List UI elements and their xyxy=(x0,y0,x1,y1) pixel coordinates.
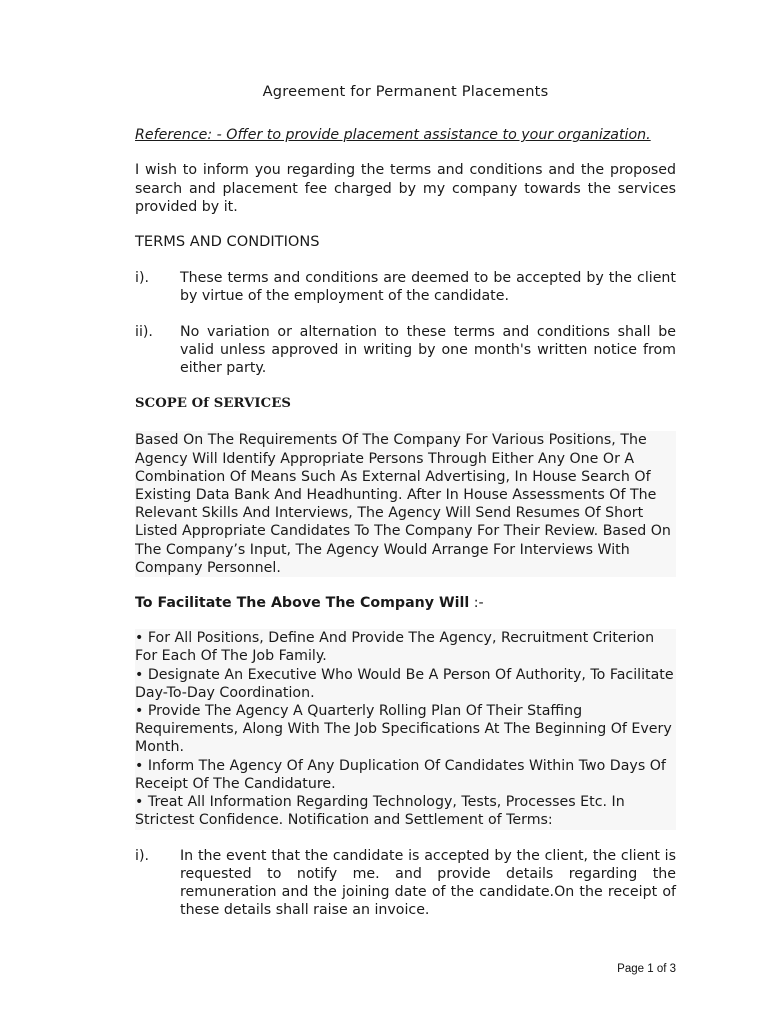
intro-paragraph: I wish to inform you regarding the terms and conditions and the proposed search and placement fee charged by my company towards the services provided by it. xyxy=(135,162,676,215)
list-item: • Treat All Information Regarding Technology, Tests, Processes Etc. In Strictest Confidence. Notification and Settlement of Terms: xyxy=(135,794,625,829)
terms-item xyxy=(135,323,676,378)
list-item: • Inform The Agency Of Any Duplication Of Candidates Within Two Days Of Receipt Of The Candidature. xyxy=(135,757,666,792)
scope-heading: SCOPE Of SERVICES xyxy=(135,396,292,412)
terms-item-number: i). xyxy=(135,270,149,287)
terms-item-number: ii). xyxy=(135,323,153,340)
page-number: Page 1 of 3 xyxy=(617,963,676,975)
facilitate-heading xyxy=(135,594,676,612)
list-item: • For All Positions, Define And Provide The Agency, Recruitment Criterion For Each Of The Job Family. xyxy=(135,630,655,665)
terms-item-text: No variation or alternation to these terms and conditions shall be valid unless approved in writing by one month's written notice from either party. xyxy=(180,323,676,377)
list-item: • Designate An Executive Who Would Be A Person Of Authority, To Facilitate Day-To-Day Coordination. xyxy=(135,666,674,701)
terms-heading: TERMS AND CONDITIONS xyxy=(135,233,320,251)
document-body xyxy=(135,83,676,936)
facilitate-list xyxy=(135,629,676,829)
scope-paragraph: Based On The Requirements Of The Company For Various Positions, The Agency Will Identify Appropriate Persons Through Either Any One Or A Combination Of Means Such As External Advertising, In House Search Of Existing Data Bank And Headhunting. After In House Assessments Of The Relevant Skills And Interviews, The Agency Will Send Resumes Of Short Listed Appropriate Candidates To The Company For Their Review. Based On The Company’s Input, The Agency Would Arrange For Interviews With Company Personnel. xyxy=(135,431,676,577)
facilitate-heading-suffix: :- xyxy=(469,595,484,612)
document-title: Agreement for Permanent Placements xyxy=(262,83,549,100)
terms-item xyxy=(135,269,676,305)
settlement-item xyxy=(135,847,676,920)
facilitate-heading-text: To Facilitate The Above The Company Will xyxy=(135,595,470,612)
settlement-item-number: i). xyxy=(135,847,149,864)
settlement-item-text: In the event that the candidate is accepted by the client, the client is requested to notify me. and provide details regarding the remuneration and the joining date of the candidate.On the receipt of these details shall raise an invoice. xyxy=(180,847,676,919)
terms-item-text: These terms and conditions are deemed to be accepted by the client by virtue of the employment of the candidate. xyxy=(180,270,676,305)
list-item: • Provide The Agency A Quarterly Rolling Plan Of Their Staffing Requirements, Along With The Job Specifications At The Beginning Of Every Month. xyxy=(135,703,672,756)
reference-line: Reference: - Offer to provide placement assistance to your organization. xyxy=(135,127,651,144)
